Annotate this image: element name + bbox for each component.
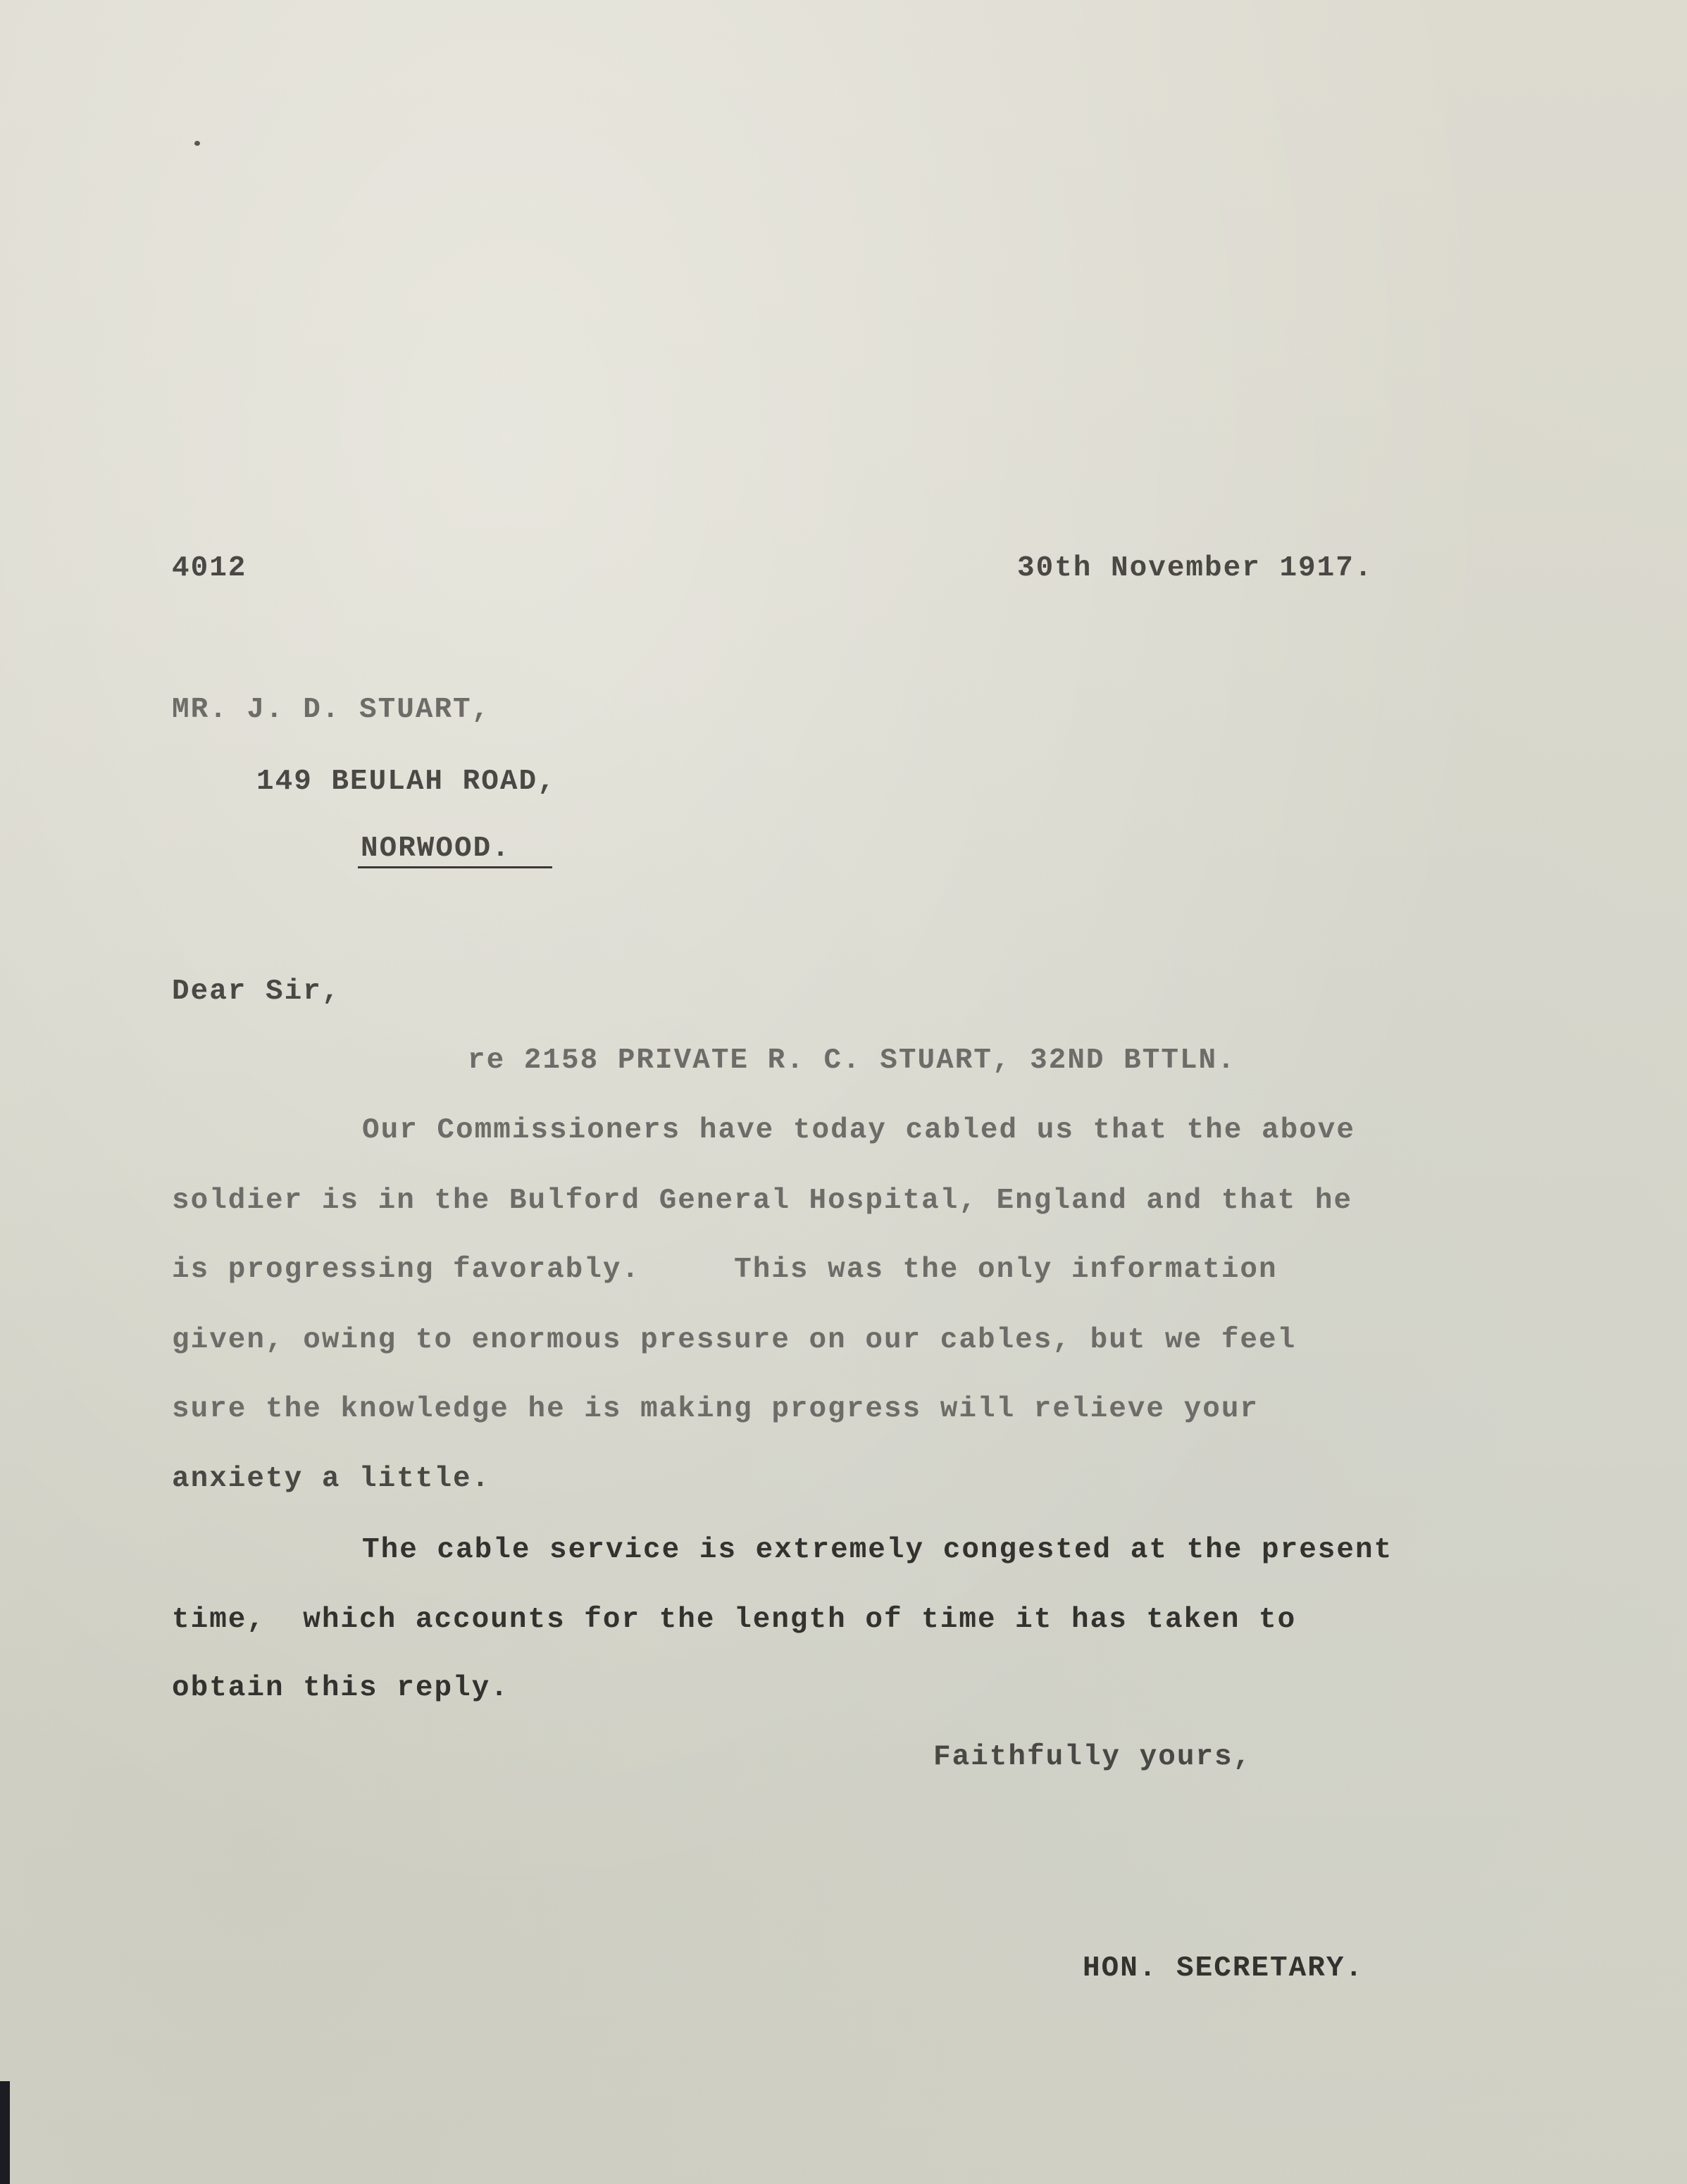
body-line-8: time, which accounts for the length of time it has taken to bbox=[172, 1604, 1297, 1636]
letter-date: 30th November 1917. bbox=[1017, 552, 1374, 585]
recipient-suburb: NORWOOD. bbox=[361, 832, 511, 865]
body-line-5: sure the knowledge he is making progress will relieve your bbox=[172, 1393, 1259, 1425]
suburb-underline bbox=[358, 866, 552, 868]
body-line-7: The cable service is extremely congested at the present bbox=[362, 1534, 1393, 1566]
subject-line: re 2158 PRIVATE R. C. STUART, 32ND BTTLN. bbox=[468, 1044, 1236, 1077]
scan-edge-mark bbox=[0, 2081, 10, 2184]
signature-title: HON. SECRETARY. bbox=[1083, 1952, 1364, 1985]
recipient-name: MR. J. D. STUART, bbox=[172, 694, 491, 726]
reference-number: 4012 bbox=[172, 552, 247, 585]
body-line-2: soldier is in the Bulford General Hospital, England and that he bbox=[172, 1185, 1353, 1217]
recipient-street: 149 BEULAH ROAD, bbox=[256, 766, 556, 798]
body-line-4: given, owing to enormous pressure on our cables, but we feel bbox=[172, 1324, 1297, 1356]
body-line-9: obtain this reply. bbox=[172, 1672, 509, 1704]
closing: Faithfully yours, bbox=[933, 1741, 1252, 1773]
body-line-3: is progressing favorably. This was the only information bbox=[172, 1254, 1278, 1286]
body-line-6: anxiety a little. bbox=[172, 1463, 491, 1495]
ink-dot bbox=[194, 141, 200, 146]
salutation: Dear Sir, bbox=[172, 975, 341, 1008]
body-line-1: Our Commissioners have today cabled us that the above bbox=[362, 1114, 1356, 1147]
